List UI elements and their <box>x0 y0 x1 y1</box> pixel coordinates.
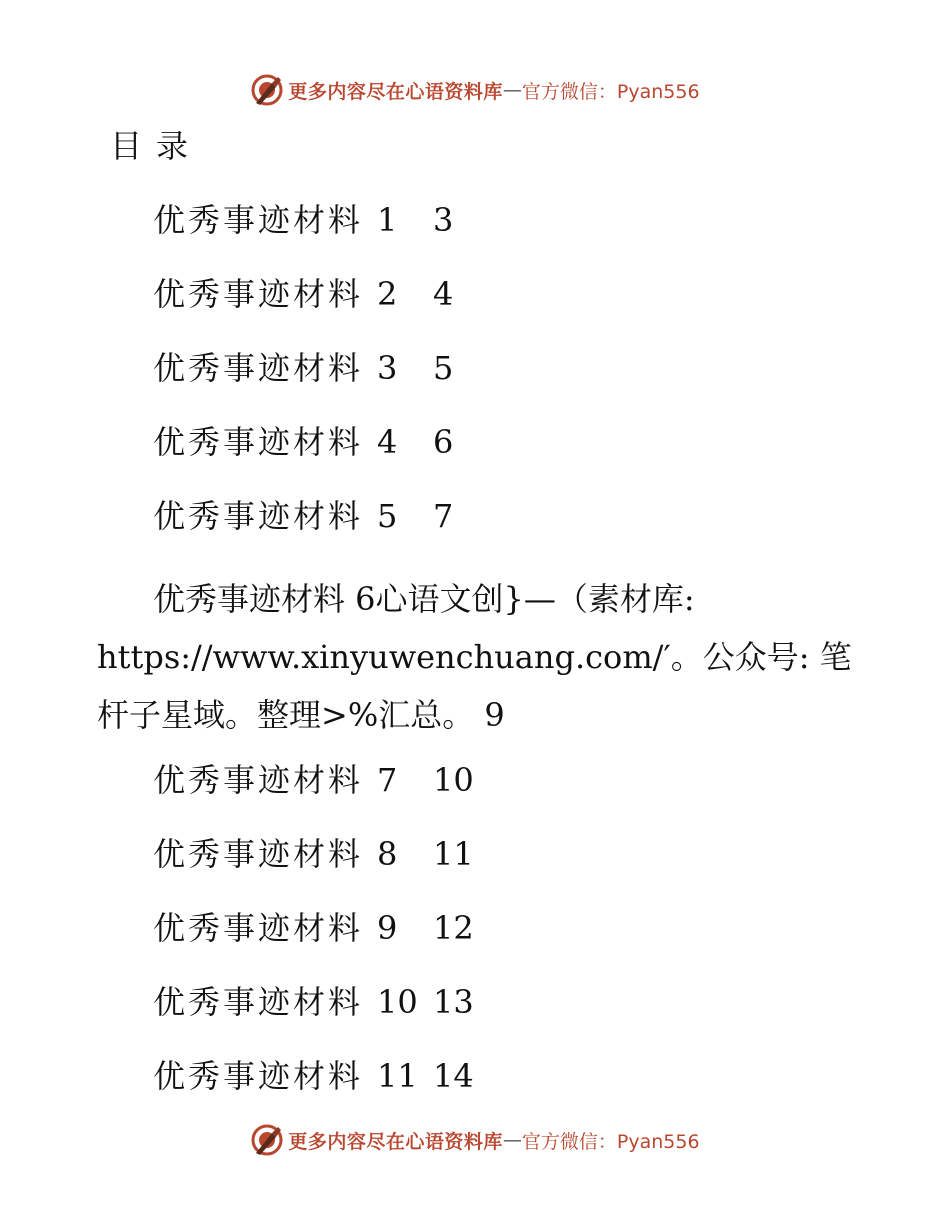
toc-entry[interactable] <box>153 420 453 464</box>
toc-entry-number: 11 <box>377 1057 418 1095</box>
toc-entry-label: 优秀事迹材料 <box>153 1057 364 1095</box>
toc-entry[interactable] <box>153 906 474 950</box>
toc-entry-number: 5 <box>377 497 398 535</box>
toc-entry[interactable] <box>153 494 453 538</box>
banner-wechat: 官方微信：Pyan556 <box>521 80 700 103</box>
toc-entry[interactable] <box>153 198 453 242</box>
toc-entry-page: 3 <box>433 201 454 239</box>
toc-entry-label: 优秀事迹材料 <box>153 497 364 535</box>
toc-entry[interactable] <box>153 1054 474 1098</box>
toc-entry-number: 4 <box>377 423 398 461</box>
toc-entry-page: 12 <box>433 909 474 947</box>
banner-separator: — <box>502 79 522 101</box>
toc-entry[interactable] <box>153 272 453 316</box>
toc-entry-page: 14 <box>433 1057 474 1095</box>
toc-entry-page: 7 <box>433 497 454 535</box>
pen-logo-icon <box>250 73 284 107</box>
toc-entry-number: 1 <box>377 201 398 239</box>
toc-title: 目录 <box>110 127 203 165</box>
toc-entry-label: 优秀事迹材料 <box>153 983 364 1021</box>
toc-entry-label: 优秀事迹材料 <box>153 835 364 873</box>
toc-entry-page: 10 <box>433 761 474 799</box>
banner-separator: — <box>502 1129 522 1151</box>
toc-entry-page: 11 <box>433 835 474 873</box>
toc-entry-label: 优秀事迹材料 <box>153 423 364 461</box>
toc-long-line <box>97 628 877 686</box>
toc-long-line2: https://www.xinyuwenchuang.com/′。公众号: 笔 <box>97 638 852 676</box>
toc-entry-label: 优秀事迹材料 <box>153 349 364 387</box>
toc-entry-label: 优秀事迹材料 <box>153 201 364 239</box>
toc-entry-label: 优秀事迹材料 <box>153 761 364 799</box>
toc-entry-page: 13 <box>433 983 474 1021</box>
toc-entry-number: 3 <box>377 349 398 387</box>
footer-banner <box>0 1120 950 1160</box>
toc-entry-number: 2 <box>377 275 398 313</box>
toc-entry-page: 6 <box>433 423 454 461</box>
toc-entry[interactable] <box>153 346 453 390</box>
toc-long-line3: 杆子星域。整理>%汇总。 9 <box>97 696 505 734</box>
toc-entry-number: 7 <box>377 761 398 799</box>
toc-entry-page: 5 <box>433 349 454 387</box>
toc-long-line1: 优秀事迹材料 6心语文创}—（素材库: <box>153 580 695 618</box>
toc-entry[interactable] <box>153 980 474 1024</box>
toc-entry-number: 10 <box>377 983 418 1021</box>
toc-entry[interactable] <box>153 758 474 802</box>
toc-entry-number: 8 <box>377 835 398 873</box>
toc-long-line <box>97 686 877 744</box>
toc-entry[interactable] <box>153 832 474 876</box>
toc-long-line <box>97 570 877 628</box>
banner-wechat: 官方微信：Pyan556 <box>521 1130 700 1153</box>
toc-entry-long[interactable] <box>97 570 877 744</box>
banner-text: 更多内容尽在心语资料库 <box>288 80 503 103</box>
toc-entry-page: 4 <box>433 275 454 313</box>
pen-logo-icon <box>250 1123 284 1157</box>
banner-text: 更多内容尽在心语资料库 <box>288 1130 503 1153</box>
toc-entry-label: 优秀事迹材料 <box>153 909 364 947</box>
toc-entry-number: 9 <box>377 909 398 947</box>
header-banner <box>0 70 950 110</box>
toc-entry-label: 优秀事迹材料 <box>153 275 364 313</box>
